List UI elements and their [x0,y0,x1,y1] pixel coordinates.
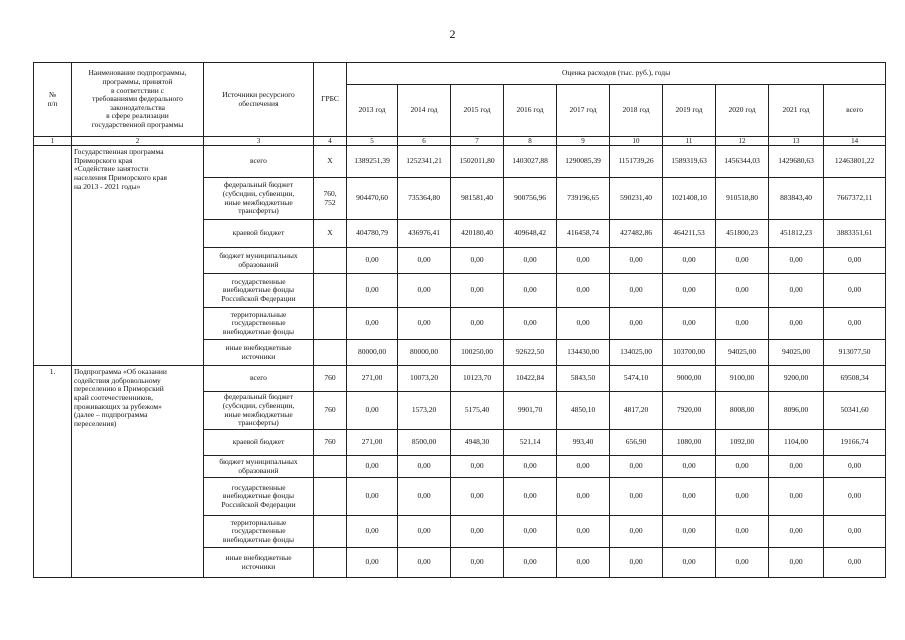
expense-value: 0,00 [451,308,504,340]
expense-value: 8500,00 [398,430,451,456]
column-index: 7 [451,137,504,146]
expense-value: 0,00 [398,516,451,548]
expense-value: 9000,00 [663,366,716,392]
header-year: 2015 год [451,85,504,137]
expense-value: 0,00 [347,548,398,578]
expense-value: 451812,23 [769,220,824,248]
header-grbs: ГРБС [314,63,347,137]
expense-value: 19166,74 [824,430,886,456]
header-row-1 [34,63,886,85]
expense-value: 0,00 [769,456,824,478]
header-index-row [34,137,886,146]
program-name: Государственная программа Приморского края «Содействие занятости населения Приморского края на 2013 - 2021 годы» [72,146,204,366]
expense-value: 0,00 [398,456,451,478]
expense-value: 739196,65 [557,178,610,220]
expense-value: 1151739,26 [610,146,663,178]
expense-value: 0,00 [824,548,886,578]
expense-value: 0,00 [716,548,769,578]
expense-value: 0,00 [504,548,557,578]
column-index: 4 [314,137,347,146]
expense-value: 7920,00 [663,392,716,430]
expense-value: 0,00 [398,308,451,340]
expense-value: 0,00 [557,516,610,548]
funding-source: государственные внебюджетные фонды Российской Федерации [204,478,314,516]
expense-value: 913077,50 [824,340,886,366]
funding-source: бюджет муниципальных образований [204,456,314,478]
expense-value: 50341,60 [824,392,886,430]
expense-value: 0,00 [769,248,824,274]
header-sources: Источники ресурсного обеспечения [204,63,314,137]
expense-value: 735364,80 [398,178,451,220]
expense-value: 0,00 [663,248,716,274]
expense-value: 409648,42 [504,220,557,248]
expense-value: 0,00 [824,274,886,308]
page-number: 2 [449,27,456,41]
expense-value: 8096,00 [769,392,824,430]
expense-value: 0,00 [504,308,557,340]
table-row [34,146,886,178]
grbs-code: Х [314,220,347,248]
expense-value: 0,00 [716,516,769,548]
funding-source: федеральный бюджет (субсидии, субвенции, иные межбюджетные трансферты) [204,178,314,220]
expense-value: 0,00 [557,248,610,274]
expense-value: 5474,10 [610,366,663,392]
expense-value: 436976,41 [398,220,451,248]
expense-value: 0,00 [663,308,716,340]
expense-value: 9100,00 [716,366,769,392]
program-number [34,146,72,366]
expense-value: 1502011,80 [451,146,504,178]
table-row [34,366,886,392]
expense-value: 0,00 [663,548,716,578]
expense-value: 0,00 [716,308,769,340]
header-year: 2021 год [769,85,824,137]
funding-source: всего [204,146,314,178]
expense-value: 4948,30 [451,430,504,456]
expense-value: 993,40 [557,430,610,456]
expense-value: 9901,70 [504,392,557,430]
grbs-code [314,248,347,274]
expense-value: 100250,00 [451,340,504,366]
expense-value: 271,00 [347,366,398,392]
expense-value: 0,00 [824,308,886,340]
expense-value: 1290085,39 [557,146,610,178]
grbs-code [314,308,347,340]
expense-value: 0,00 [451,274,504,308]
expense-value: 0,00 [663,478,716,516]
expense-value: 0,00 [824,248,886,274]
expense-value: 0,00 [610,248,663,274]
column-index: 9 [557,137,610,146]
funding-source: краевой бюджет [204,220,314,248]
header-year: всего [824,85,886,137]
expense-value: 904470,60 [347,178,398,220]
expense-value: 5175,40 [451,392,504,430]
column-index: 2 [72,137,204,146]
expense-value: 7667372,11 [824,178,886,220]
grbs-code: 760 [314,392,347,430]
funding-source: бюджет муниципальных образований [204,248,314,274]
expense-value: 0,00 [769,274,824,308]
expense-value: 0,00 [347,478,398,516]
expense-value: 0,00 [347,516,398,548]
expense-value: 981581,40 [451,178,504,220]
expense-value: 0,00 [557,548,610,578]
expense-value: 0,00 [504,516,557,548]
expense-value: 910518,80 [716,178,769,220]
expense-value: 1456344,03 [716,146,769,178]
expense-value: 0,00 [398,478,451,516]
expense-value: 0,00 [347,308,398,340]
expense-value: 0,00 [504,248,557,274]
expense-value: 0,00 [347,392,398,430]
header-year: 2016 год [504,85,557,137]
expense-value: 12463801,22 [824,146,886,178]
expense-value: 0,00 [451,516,504,548]
expense-value: 0,00 [663,456,716,478]
expense-value: 0,00 [557,478,610,516]
expense-value: 10073,20 [398,366,451,392]
expense-value: 0,00 [824,478,886,516]
expense-value: 656,90 [610,430,663,456]
expense-value: 92622,50 [504,340,557,366]
expense-value: 0,00 [398,548,451,578]
expense-value: 416458,74 [557,220,610,248]
expense-value: 0,00 [347,274,398,308]
expense-value: 900756,96 [504,178,557,220]
expense-value: 0,00 [398,248,451,274]
expense-value: 10123,70 [451,366,504,392]
program-number: 1. [34,366,72,578]
expense-value: 0,00 [557,274,610,308]
expense-value: 0,00 [451,548,504,578]
expense-value: 0,00 [610,274,663,308]
grbs-code [314,548,347,578]
expense-value: 0,00 [347,248,398,274]
expense-value: 0,00 [504,478,557,516]
expense-value: 0,00 [769,548,824,578]
expense-value: 0,00 [769,308,824,340]
expense-value: 10422,84 [504,366,557,392]
expense-value: 0,00 [769,516,824,548]
column-index: 8 [504,137,557,146]
header-year: 2014 год [398,85,451,137]
expense-value: 94025,00 [716,340,769,366]
column-index: 14 [824,137,886,146]
expense-value: 4850,10 [557,392,610,430]
grbs-code: Х [314,146,347,178]
funding-source: иные внебюджетные источники [204,340,314,366]
expense-value: 1021408,10 [663,178,716,220]
expense-value: 0,00 [716,478,769,516]
expense-value: 883843,40 [769,178,824,220]
expense-value: 0,00 [557,308,610,340]
expense-value: 134025,00 [610,340,663,366]
expense-value: 1389251,39 [347,146,398,178]
expense-value: 404780,79 [347,220,398,248]
expense-value: 134430,00 [557,340,610,366]
column-index: 5 [347,137,398,146]
program-name: Подпрограмма «Об оказании содействия добровольному переселению в Приморский край соотечественников, проживающих за рубежом» (далее – подпрограмма переселения) [72,366,204,578]
expense-value: 1589319,63 [663,146,716,178]
expense-value: 0,00 [716,248,769,274]
grbs-code [314,456,347,478]
expense-value: 0,00 [347,456,398,478]
expense-value: 0,00 [557,456,610,478]
grbs-code [314,478,347,516]
expense-value: 0,00 [716,274,769,308]
expense-value: 0,00 [663,516,716,548]
expense-value: 427482,86 [610,220,663,248]
funding-source: всего [204,366,314,392]
expense-value: 9200,00 [769,366,824,392]
expense-value: 0,00 [610,478,663,516]
funding-source: территориальные государственные внебюджетные фонды [204,516,314,548]
expense-value: 0,00 [824,516,886,548]
expense-value: 0,00 [398,274,451,308]
expense-value: 590231,40 [610,178,663,220]
column-index: 6 [398,137,451,146]
expense-value: 1429680,63 [769,146,824,178]
expense-value: 1573,20 [398,392,451,430]
column-index: 3 [204,137,314,146]
grbs-code [314,340,347,366]
grbs-code [314,516,347,548]
grbs-code: 760, 752 [314,178,347,220]
header-year: 2013 год [347,85,398,137]
expense-value: 464211,53 [663,220,716,248]
expense-value: 4817,20 [610,392,663,430]
expense-value: 0,00 [610,548,663,578]
grbs-code [314,274,347,308]
expense-value: 8008,00 [716,392,769,430]
column-index: 1 [34,137,72,146]
expense-value: 69508,34 [824,366,886,392]
expense-value: 0,00 [824,456,886,478]
funding-source: территориальные государственные внебюджетные фонды [204,308,314,340]
column-index: 10 [610,137,663,146]
header-num: № п/п [34,63,72,137]
expense-value: 451800,23 [716,220,769,248]
expense-value: 3883351,61 [824,220,886,248]
expense-value: 1403027,88 [504,146,557,178]
expense-value: 5843,50 [557,366,610,392]
expense-value: 271,00 [347,430,398,456]
expense-table [33,62,886,578]
header-year: 2018 год [610,85,663,137]
expense-value: 420180,40 [451,220,504,248]
expense-value: 80000,00 [347,340,398,366]
expense-value: 0,00 [504,456,557,478]
expense-value: 0,00 [451,478,504,516]
column-index: 12 [716,137,769,146]
funding-source: государственные внебюджетные фонды Российской Федерации [204,274,314,308]
expense-value: 1104,00 [769,430,824,456]
expense-value: 1092,00 [716,430,769,456]
header-name: Наименование подпрограммы, программы, принятой в соответствии с требованиями федерального законодательства в сфере реализации государственной программы [72,63,204,137]
expense-value: 1080,00 [663,430,716,456]
expense-value: 0,00 [504,274,557,308]
expense-value: 0,00 [663,274,716,308]
expense-value: 0,00 [769,478,824,516]
header-year: 2020 год [716,85,769,137]
expense-value: 0,00 [451,456,504,478]
funding-source: краевой бюджет [204,430,314,456]
header-estimate: Оценка расходов (тыс. руб.), годы [347,63,886,85]
expense-value: 94025,00 [769,340,824,366]
expense-value: 0,00 [610,516,663,548]
expense-value: 0,00 [451,248,504,274]
expense-value: 0,00 [716,456,769,478]
column-index: 11 [663,137,716,146]
funding-source: федеральный бюджет (субсидии, субвенции, иные межбюджетные трансферты) [204,392,314,430]
column-index: 13 [769,137,824,146]
expense-value: 80000,00 [398,340,451,366]
header-year: 2019 год [663,85,716,137]
expense-value: 0,00 [610,308,663,340]
header-year: 2017 год [557,85,610,137]
funding-source: иные внебюджетные источники [204,548,314,578]
expense-value: 0,00 [610,456,663,478]
expense-value: 103700,00 [663,340,716,366]
grbs-code: 760 [314,366,347,392]
grbs-code: 760 [314,430,347,456]
expense-value: 1252341,21 [398,146,451,178]
expense-value: 521,14 [504,430,557,456]
